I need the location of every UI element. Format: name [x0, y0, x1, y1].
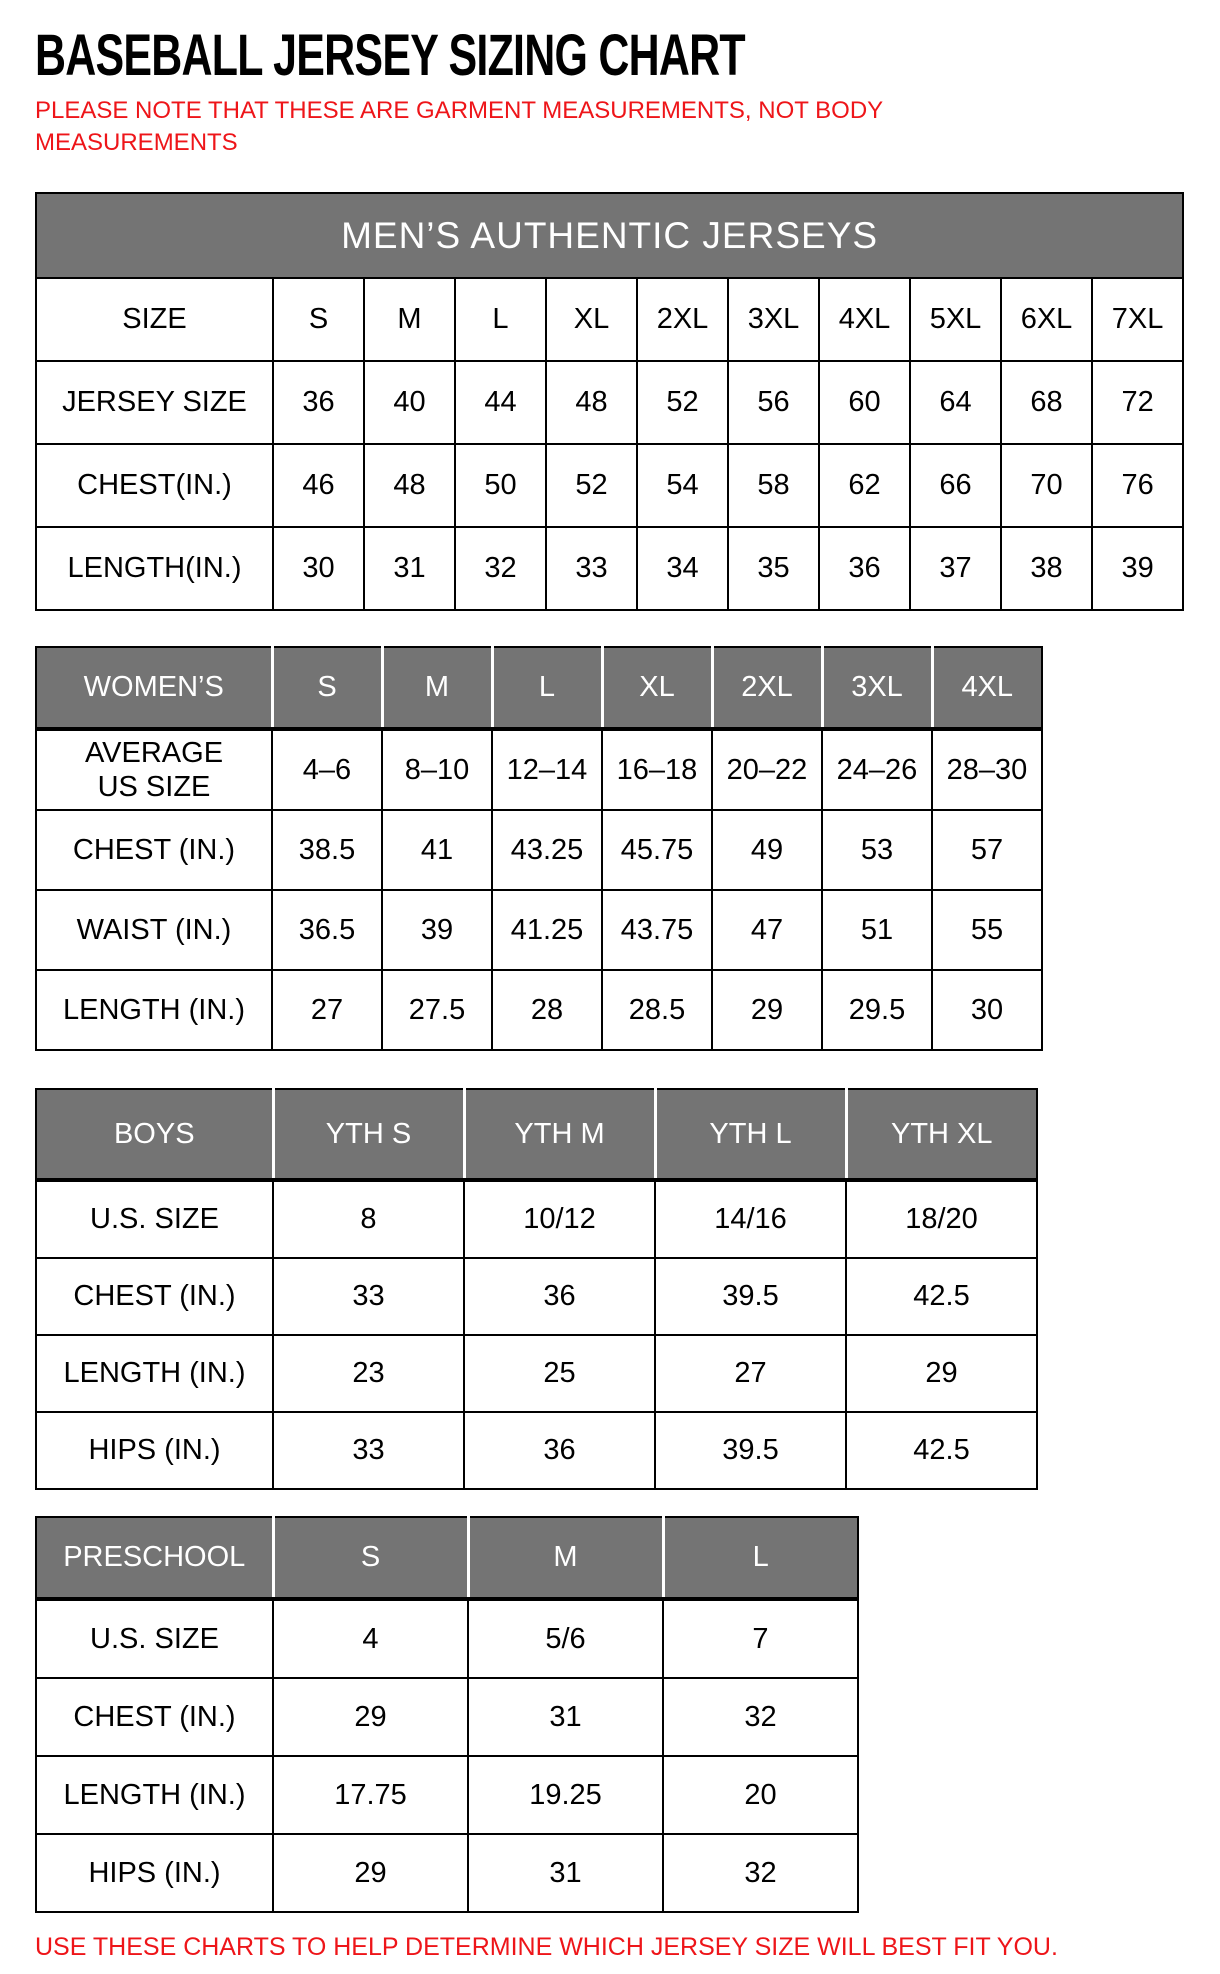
value-cell: 52 — [546, 444, 637, 527]
size-header: YTH S — [273, 1089, 464, 1180]
value-cell: 20–22 — [712, 729, 822, 810]
preschool-table-title: PRESCHOOL — [36, 1517, 273, 1599]
value-cell: 41 — [382, 810, 492, 890]
value-cell: 20 — [663, 1756, 858, 1834]
size-cell: M — [364, 278, 455, 361]
value-cell: 38 — [1001, 527, 1092, 610]
table-row — [36, 1180, 1037, 1258]
value-cell: 51 — [822, 890, 932, 970]
value-cell: 39.5 — [655, 1258, 846, 1335]
row-label: SIZE — [36, 278, 273, 361]
value-cell: 36 — [464, 1412, 655, 1489]
table-row — [36, 361, 1183, 444]
value-cell: 30 — [273, 527, 364, 610]
row-label: WAIST (IN.) — [36, 890, 272, 970]
preschool-header-row — [36, 1517, 858, 1599]
size-cell: 4XL — [819, 278, 910, 361]
table-row — [36, 729, 1042, 810]
table-row — [36, 527, 1183, 610]
value-cell: 58 — [728, 444, 819, 527]
value-cell: 43.25 — [492, 810, 602, 890]
size-cell: 2XL — [637, 278, 728, 361]
size-header: 2XL — [712, 647, 822, 729]
value-cell: 36.5 — [272, 890, 382, 970]
table-row — [36, 1834, 858, 1912]
size-cell: 7XL — [1092, 278, 1183, 361]
size-cell: L — [455, 278, 546, 361]
value-cell: 39.5 — [655, 1412, 846, 1489]
value-cell: 16–18 — [602, 729, 712, 810]
size-header: M — [468, 1517, 663, 1599]
size-header: S — [272, 647, 382, 729]
value-cell: 32 — [455, 527, 546, 610]
row-label: U.S. SIZE — [36, 1599, 273, 1678]
row-label: U.S. SIZE — [36, 1180, 273, 1258]
value-cell: 29.5 — [822, 970, 932, 1050]
size-header: L — [492, 647, 602, 729]
boys-table-title: BOYS — [36, 1089, 273, 1180]
table-row — [36, 970, 1042, 1050]
row-label: JERSEY SIZE — [36, 361, 273, 444]
footer-note: USE THESE CHARTS TO HELP DETERMINE WHICH JERSEY SIZE WILL BEST FIT YOU. — [35, 1933, 1058, 1962]
value-cell: 31 — [468, 1834, 663, 1912]
value-cell: 32 — [663, 1834, 858, 1912]
garment-measurements-note: PLEASE NOTE THAT THESE ARE GARMENT MEASUREMENTS, NOT BODY MEASUREMENTS — [35, 96, 883, 156]
value-cell: 28.5 — [602, 970, 712, 1050]
size-cell: 6XL — [1001, 278, 1092, 361]
value-cell: 17.75 — [273, 1756, 468, 1834]
value-cell: 47 — [712, 890, 822, 970]
mens-banner-row — [36, 193, 1183, 278]
value-cell: 29 — [712, 970, 822, 1050]
value-cell: 7 — [663, 1599, 858, 1678]
value-cell: 53 — [822, 810, 932, 890]
row-label: LENGTH (IN.) — [36, 1756, 273, 1834]
value-cell: 45.75 — [602, 810, 712, 890]
value-cell: 12–14 — [492, 729, 602, 810]
value-cell: 5/6 — [468, 1599, 663, 1678]
value-cell: 52 — [637, 361, 728, 444]
size-header: L — [663, 1517, 858, 1599]
table-row — [36, 1335, 1037, 1412]
value-cell: 50 — [455, 444, 546, 527]
value-cell: 27.5 — [382, 970, 492, 1050]
value-cell: 49 — [712, 810, 822, 890]
value-cell: 76 — [1092, 444, 1183, 527]
value-cell: 31 — [364, 527, 455, 610]
table-row — [36, 1678, 858, 1756]
row-label: CHEST(IN.) — [36, 444, 273, 527]
value-cell: 39 — [1092, 527, 1183, 610]
womens-header-row — [36, 647, 1042, 729]
value-cell: 33 — [273, 1412, 464, 1489]
value-cell: 46 — [273, 444, 364, 527]
value-cell: 48 — [546, 361, 637, 444]
value-cell: 66 — [910, 444, 1001, 527]
value-cell: 48 — [364, 444, 455, 527]
value-cell: 27 — [655, 1335, 846, 1412]
value-cell: 18/20 — [846, 1180, 1037, 1258]
size-header: S — [273, 1517, 468, 1599]
table-row — [36, 890, 1042, 970]
size-header: YTH L — [655, 1089, 846, 1180]
value-cell: 60 — [819, 361, 910, 444]
value-cell: 29 — [273, 1678, 468, 1756]
value-cell: 31 — [468, 1678, 663, 1756]
value-cell: 30 — [932, 970, 1042, 1050]
value-cell: 39 — [382, 890, 492, 970]
value-cell: 42.5 — [846, 1258, 1037, 1335]
size-header: 4XL — [932, 647, 1042, 729]
value-cell: 8 — [273, 1180, 464, 1258]
value-cell: 35 — [728, 527, 819, 610]
page-title: BASEBALL JERSEY SIZING CHART — [35, 23, 745, 88]
womens-sizing-table — [35, 646, 1043, 1051]
value-cell: 64 — [910, 361, 1001, 444]
value-cell: 28–30 — [932, 729, 1042, 810]
value-cell: 36 — [273, 361, 364, 444]
preschool-sizing-table — [35, 1516, 859, 1913]
value-cell: 33 — [273, 1258, 464, 1335]
value-cell: 33 — [546, 527, 637, 610]
value-cell: 8–10 — [382, 729, 492, 810]
size-header: M — [382, 647, 492, 729]
row-label: LENGTH (IN.) — [36, 1335, 273, 1412]
value-cell: 41.25 — [492, 890, 602, 970]
row-label: CHEST (IN.) — [36, 810, 272, 890]
value-cell: 10/12 — [464, 1180, 655, 1258]
value-cell: 40 — [364, 361, 455, 444]
value-cell: 68 — [1001, 361, 1092, 444]
value-cell: 19.25 — [468, 1756, 663, 1834]
size-cell: XL — [546, 278, 637, 361]
table-row — [36, 810, 1042, 890]
value-cell: 72 — [1092, 361, 1183, 444]
value-cell: 14/16 — [655, 1180, 846, 1258]
row-label: LENGTH (IN.) — [36, 970, 272, 1050]
value-cell: 28 — [492, 970, 602, 1050]
row-label — [36, 729, 272, 810]
value-cell: 38.5 — [272, 810, 382, 890]
size-header: YTH XL — [846, 1089, 1037, 1180]
value-cell: 4–6 — [272, 729, 382, 810]
value-cell: 42.5 — [846, 1412, 1037, 1489]
row-label-text: AVERAGE US SIZE — [84, 737, 224, 804]
size-header: YTH M — [464, 1089, 655, 1180]
value-cell: 44 — [455, 361, 546, 444]
mens-table-title: MEN’S AUTHENTIC JERSEYS — [36, 193, 1183, 278]
value-cell: 56 — [728, 361, 819, 444]
value-cell: 57 — [932, 810, 1042, 890]
size-header: 3XL — [822, 647, 932, 729]
value-cell: 43.75 — [602, 890, 712, 970]
value-cell: 27 — [272, 970, 382, 1050]
table-row — [36, 444, 1183, 527]
value-cell: 24–26 — [822, 729, 932, 810]
boys-header-row — [36, 1089, 1037, 1180]
size-header: XL — [602, 647, 712, 729]
value-cell: 4 — [273, 1599, 468, 1678]
size-cell: 5XL — [910, 278, 1001, 361]
table-row — [36, 1756, 858, 1834]
value-cell: 54 — [637, 444, 728, 527]
table-row — [36, 1412, 1037, 1489]
value-cell: 25 — [464, 1335, 655, 1412]
value-cell: 29 — [846, 1335, 1037, 1412]
value-cell: 37 — [910, 527, 1001, 610]
boys-sizing-table — [35, 1088, 1038, 1490]
womens-table-title: WOMEN’S — [36, 647, 272, 729]
row-label: CHEST (IN.) — [36, 1258, 273, 1335]
value-cell: 36 — [819, 527, 910, 610]
row-label: LENGTH(IN.) — [36, 527, 273, 610]
value-cell: 36 — [464, 1258, 655, 1335]
size-cell: S — [273, 278, 364, 361]
value-cell: 34 — [637, 527, 728, 610]
size-cell: 3XL — [728, 278, 819, 361]
value-cell: 23 — [273, 1335, 464, 1412]
mens-sizing-table — [35, 192, 1184, 611]
value-cell: 32 — [663, 1678, 858, 1756]
row-label: CHEST (IN.) — [36, 1678, 273, 1756]
value-cell: 70 — [1001, 444, 1092, 527]
row-label: HIPS (IN.) — [36, 1834, 273, 1912]
table-row — [36, 1599, 858, 1678]
value-cell: 62 — [819, 444, 910, 527]
row-label: HIPS (IN.) — [36, 1412, 273, 1489]
value-cell: 29 — [273, 1834, 468, 1912]
table-row — [36, 1258, 1037, 1335]
value-cell: 55 — [932, 890, 1042, 970]
table-row — [36, 278, 1183, 361]
